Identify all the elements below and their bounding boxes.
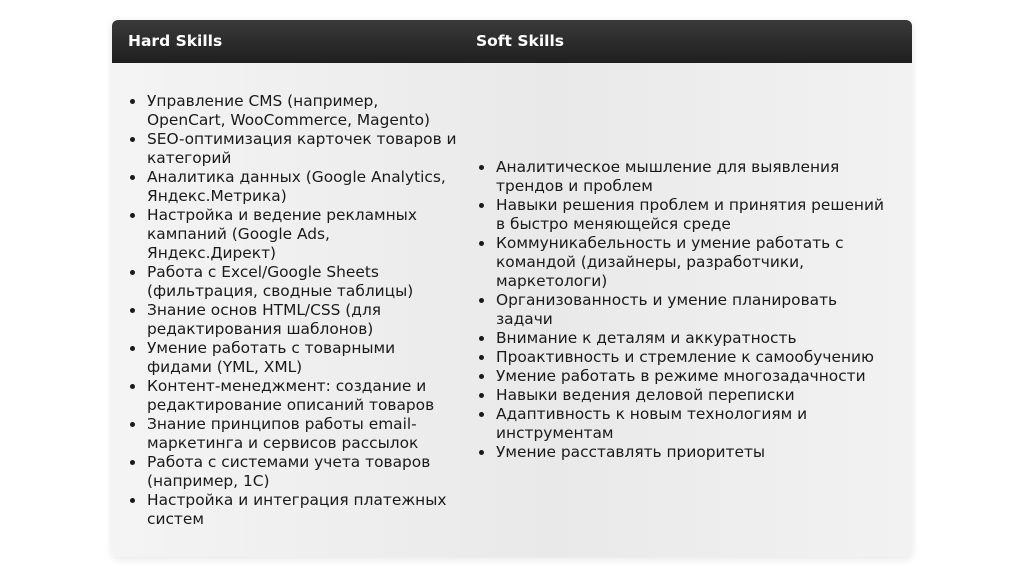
table-header: [112, 20, 912, 63]
list-item: Внимание к деталям и аккуратность: [477, 329, 897, 348]
list-item: Работа с системами учета товаров (например, 1С): [128, 453, 460, 491]
list-item: Умение работать в режиме многозадачности: [477, 367, 897, 386]
list-item: Знание принципов работы email-маркетинга и сервисов рассылок: [128, 415, 460, 453]
list-item: Коммуникабельность и умение работать с командой (дизайнеры, разработчики, маркетологи): [477, 234, 897, 291]
list-item: Умение расставлять приоритеты: [477, 443, 897, 462]
list-item: Организованность и умение планировать задачи: [477, 291, 897, 329]
list-item: Аналитическое мышление для выявления трендов и проблем: [477, 158, 897, 196]
list-item: Управление CMS (например, OpenCart, WooCommerce, Magento): [128, 92, 460, 130]
hard-skills-heading: Hard Skills: [128, 32, 223, 50]
list-item: Навыки решения проблем и принятия решений в быстро меняющейся среде: [477, 196, 897, 234]
list-item: Умение работать с товарными фидами (YML, XML): [128, 339, 460, 377]
list-item: SEO-оптимизация карточек товаров и категорий: [128, 130, 460, 168]
list-item: Проактивность и стремление к самообучению: [477, 348, 897, 367]
soft-skills-heading: Soft Skills: [476, 32, 564, 50]
list-item: Настройка и ведение рекламных кампаний (Google Ads, Яндекс.Директ): [128, 206, 460, 263]
hard-skills-column: [128, 63, 460, 557]
soft-skills-column: [477, 63, 897, 557]
list-item: Контент-менеджмент: создание и редактирование описаний товаров: [128, 377, 460, 415]
skills-table: [112, 20, 912, 557]
hard-skills-list: [128, 92, 460, 529]
list-item: Аналитика данных (Google Analytics, Яндекс.Метрика): [128, 168, 460, 206]
list-item: Знание основ HTML/CSS (для редактирования шаблонов): [128, 301, 460, 339]
list-item: Настройка и интеграция платежных систем: [128, 491, 460, 529]
list-item: Работа с Excel/Google Sheets (фильтрация, сводные таблицы): [128, 263, 460, 301]
list-item: Навыки ведения деловой переписки: [477, 386, 897, 405]
list-item: Адаптивность к новым технологиям и инструментам: [477, 405, 897, 443]
soft-skills-list: [477, 158, 897, 462]
